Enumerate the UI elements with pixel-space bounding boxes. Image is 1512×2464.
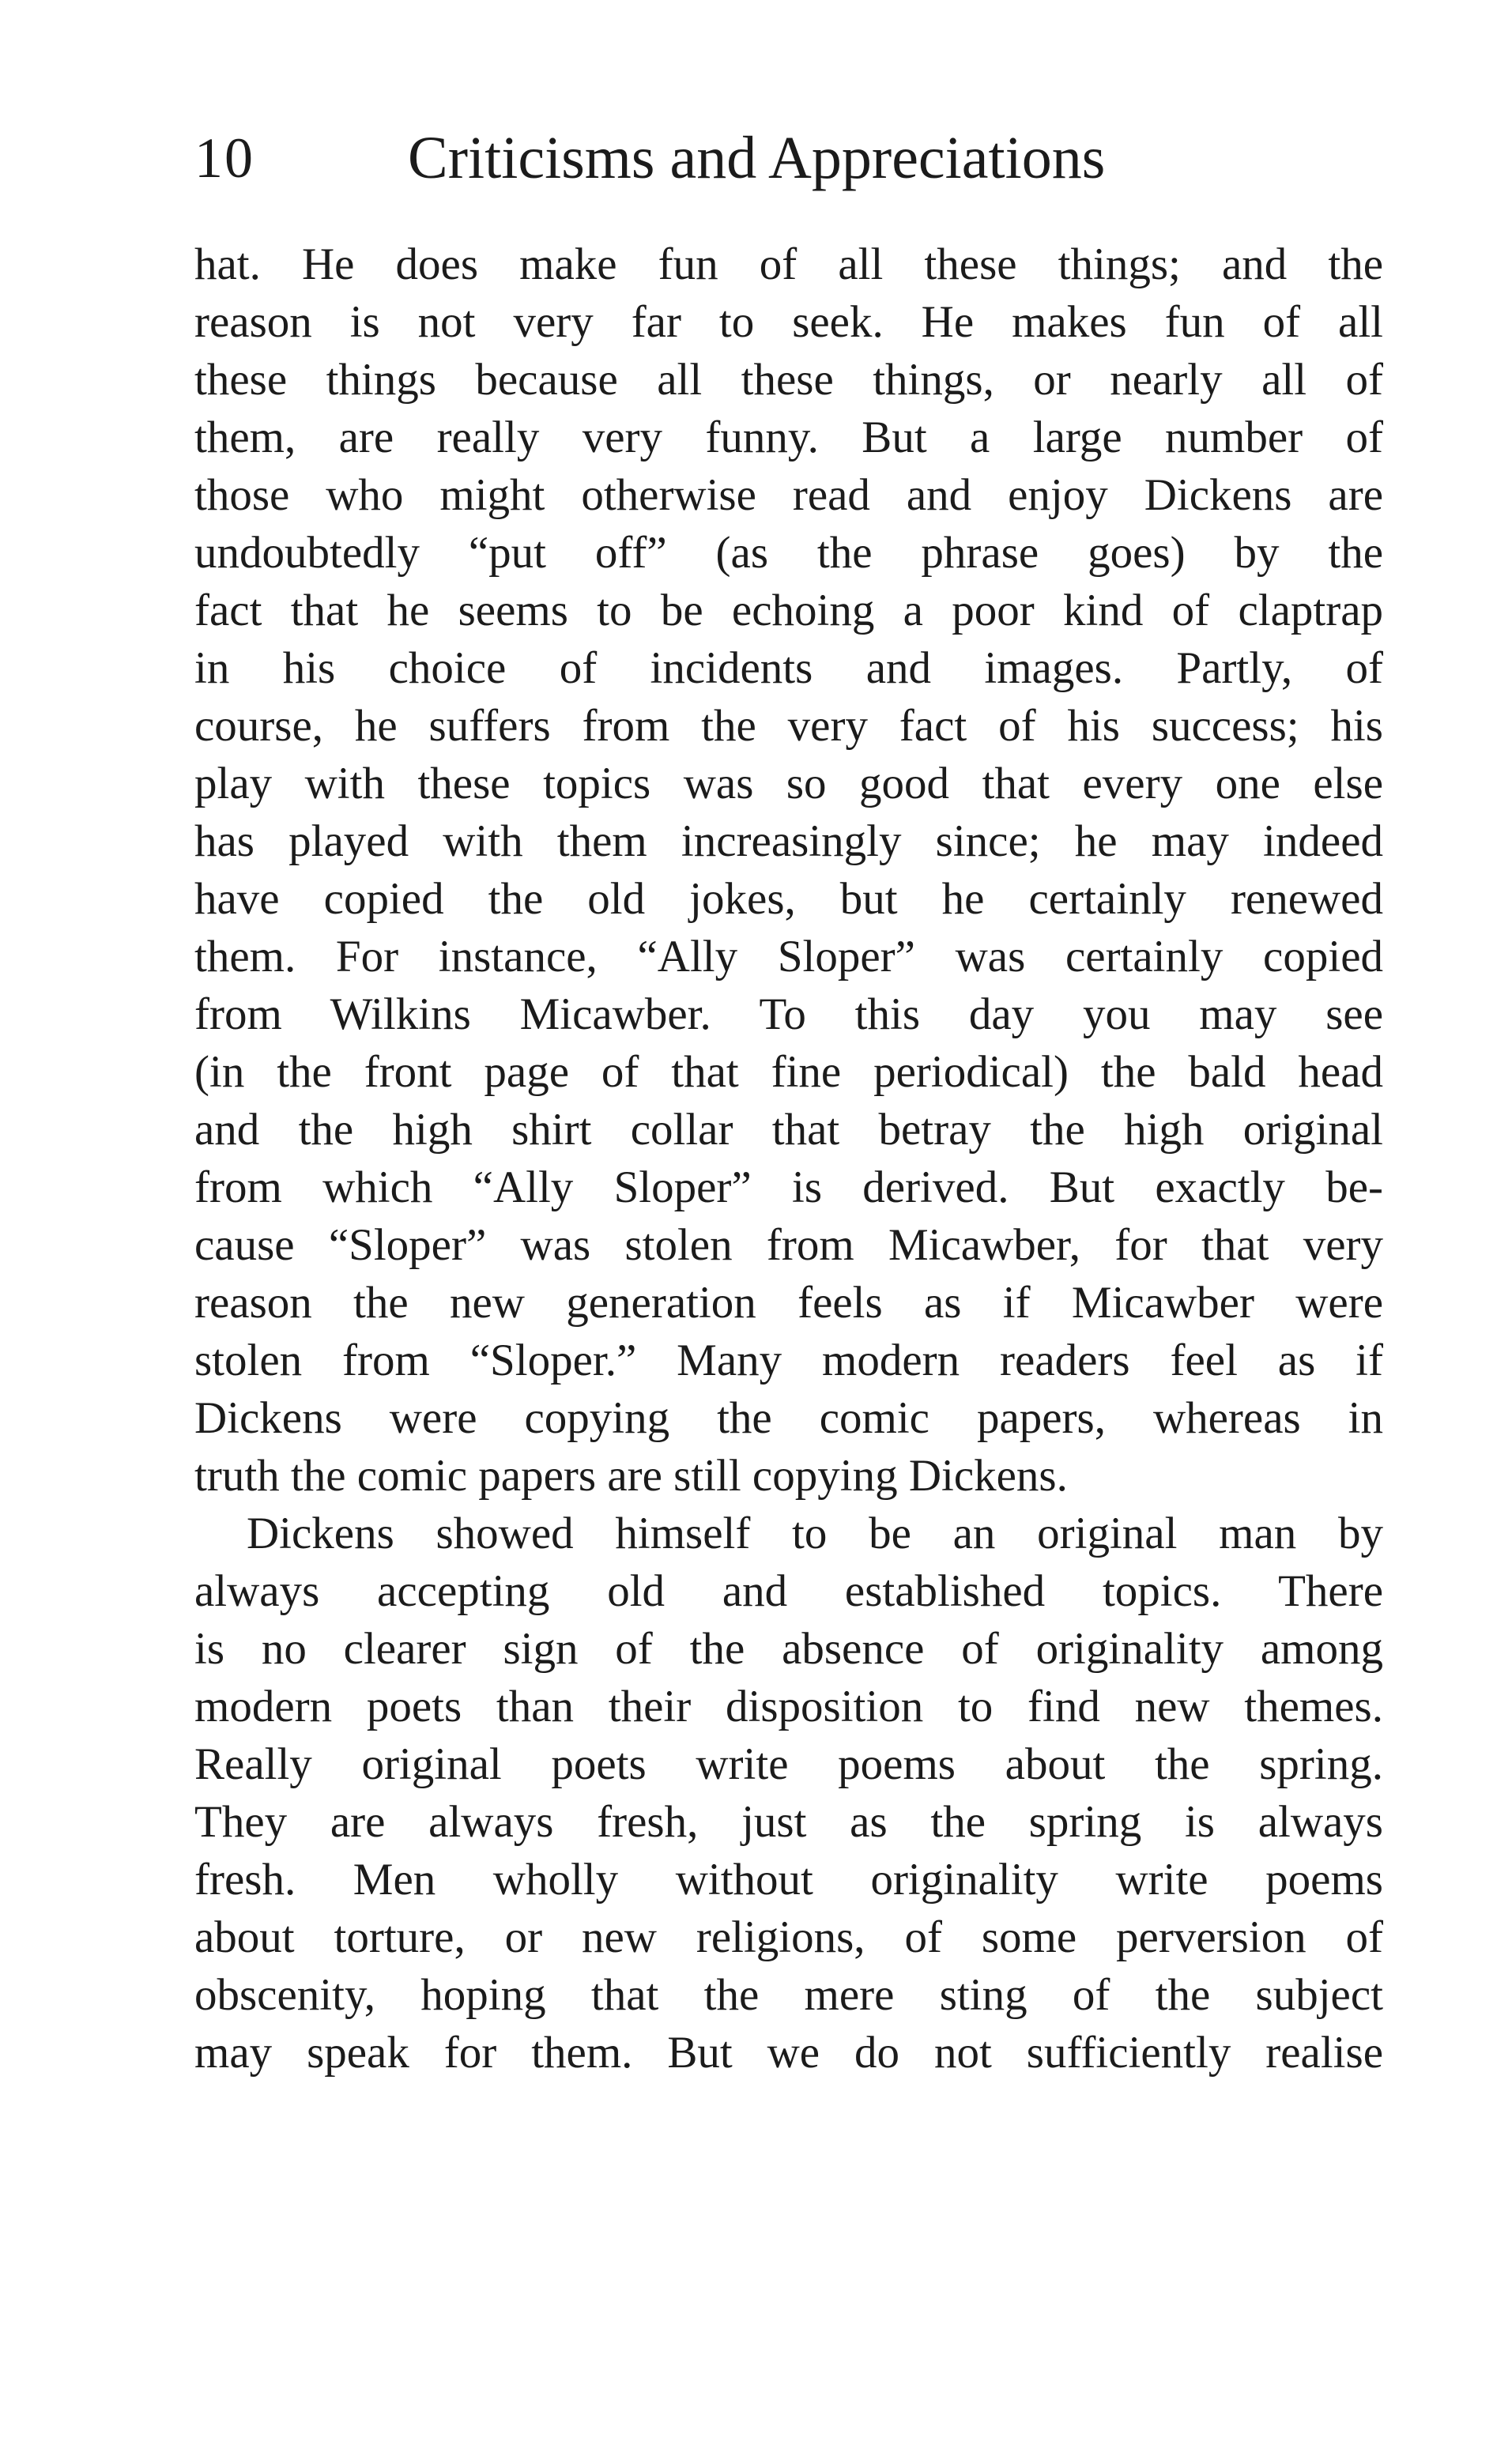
text-line: reason the new generation feels as if Micawber were [194, 1278, 1383, 1328]
text-line: play with these topics was so good that every one else [194, 759, 1383, 808]
text-line: from Wilkins Micawber. To this day you may see [194, 989, 1383, 1039]
text-line: Dickens were copying the comic papers, whereas in [194, 1393, 1383, 1443]
paragraph-2 [194, 1505, 1383, 2082]
text-line: stolen from “Sloper.” Many modern readers feel as if [194, 1336, 1383, 1385]
text-line: from which “Ally Sloper” is derived. But exactly be- [194, 1162, 1383, 1212]
text-line: those who might otherwise read and enjoy Dickens are [194, 470, 1383, 520]
text-line: cause “Sloper” was stolen from Micawber, for that very [194, 1220, 1383, 1270]
text-line: has played with them increasingly since; he may indeed [194, 816, 1383, 866]
text-line: fresh. Men wholly without originality write poems [194, 1855, 1383, 1905]
text-line: is no clearer sign of the absence of originality among [194, 1624, 1383, 1674]
text-line: fact that he seems to be echoing a poor kind of claptrap [194, 586, 1383, 635]
text-line: truth the comic papers are still copying Dickens. [194, 1451, 1068, 1501]
text-line: these things because all these things, or nearly all of [194, 355, 1383, 405]
text-line: reason is not very far to seek. He makes fun of all [194, 297, 1383, 347]
running-head [194, 119, 1383, 205]
text-line: them, are really very funny. But a large number of [194, 413, 1383, 462]
text-line: Dickens showed himself to be an original man by [247, 1509, 1383, 1558]
text-line: obscenity, hoping that the mere sting of the subject [194, 1970, 1383, 2020]
text-line: in his choice of incidents and images. Partly, of [194, 643, 1383, 693]
text-line: Really original poets write poems about the spring. [194, 1739, 1383, 1789]
paragraph-1 [194, 235, 1383, 1505]
page-number: 10 [194, 126, 255, 190]
text-line: and the high shirt collar that betray the high original [194, 1105, 1383, 1155]
text-line: may speak for them. But we do not sufficiently realise [194, 2028, 1383, 2078]
running-title: Criticisms and Appreciations [408, 125, 1106, 191]
text-line: about torture, or new religions, of some perversion of [194, 1912, 1383, 1962]
text-line: They are always fresh, just as the spring is always [194, 1797, 1383, 1847]
text-line: course, he suffers from the very fact of his success; his [194, 701, 1383, 751]
text-line: hat. He does make fun of all these things; and the [194, 239, 1383, 289]
text-line: always accepting old and established topics. There [194, 1566, 1383, 1616]
body-text [194, 235, 1383, 2082]
text-line: undoubtedly “put off” (as the phrase goes) by the [194, 528, 1383, 578]
text-line: (in the front page of that fine periodical) the bald head [194, 1047, 1383, 1097]
text-line: them. For instance, “Ally Sloper” was certainly copied [194, 932, 1383, 981]
text-line: have copied the old jokes, but he certainly renewed [194, 874, 1383, 924]
text-line: modern poets than their disposition to find new themes. [194, 1682, 1383, 1731]
